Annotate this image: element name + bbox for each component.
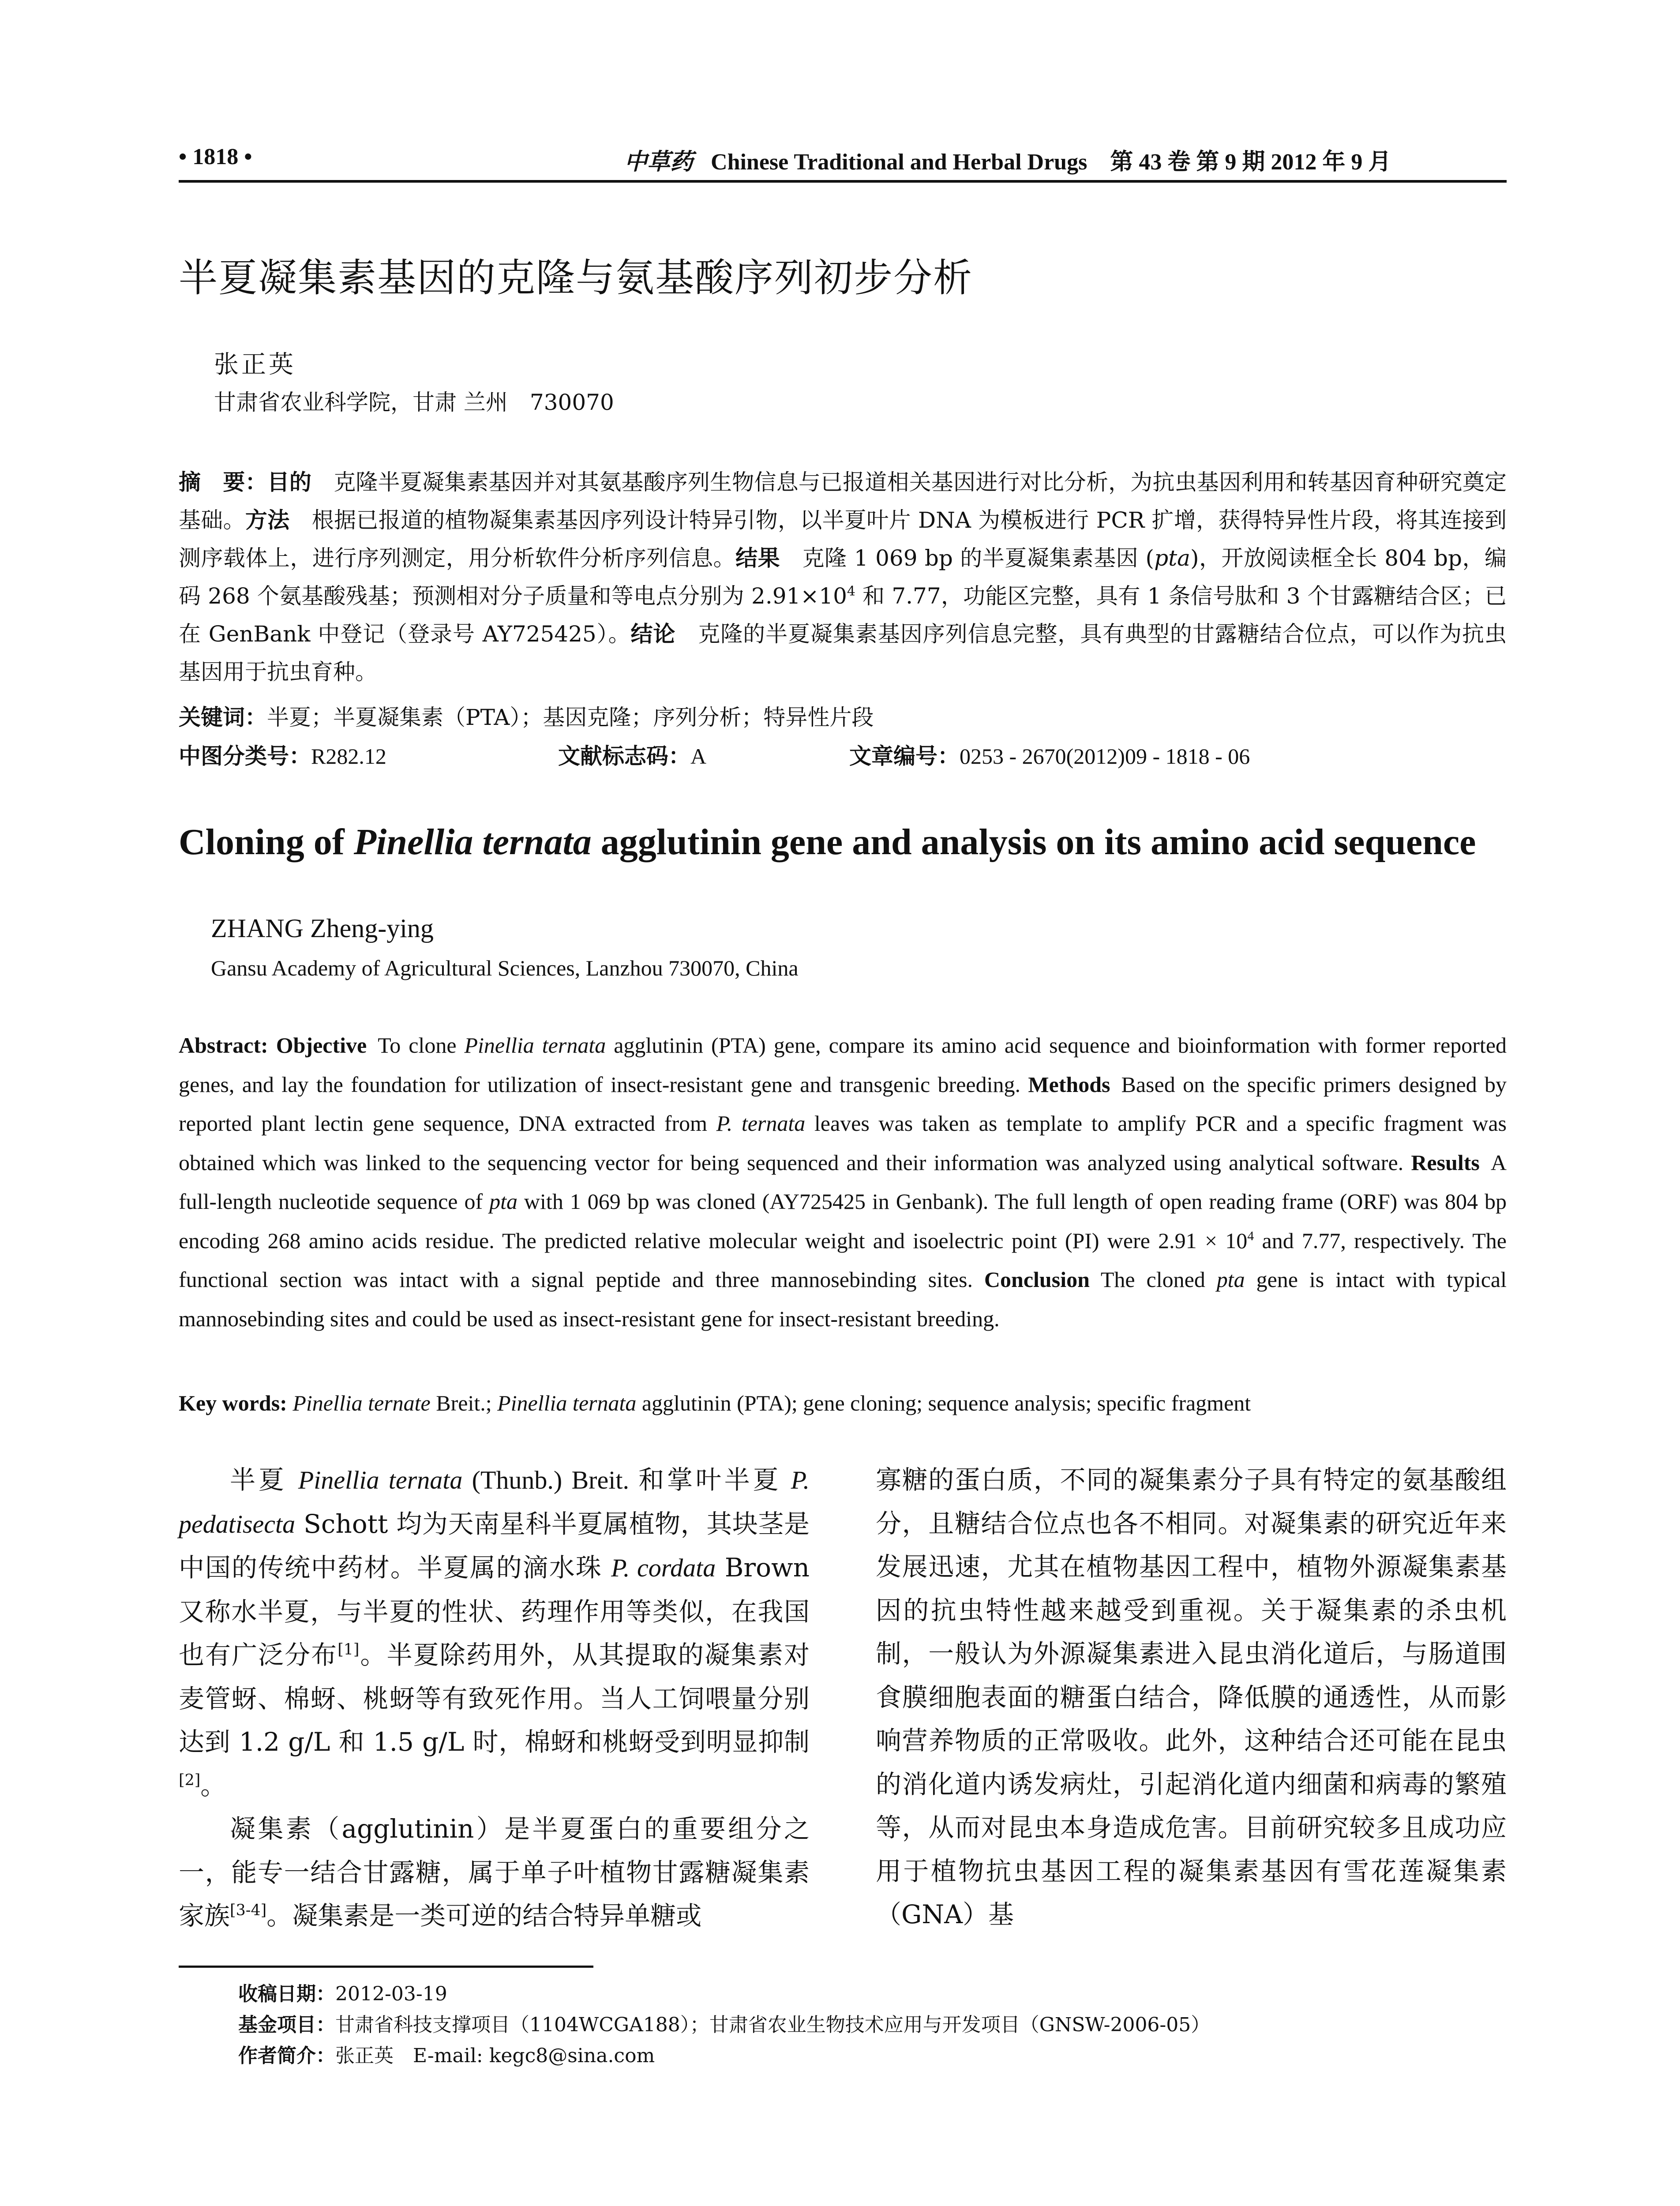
conclusion-label-en: Conclusion	[984, 1267, 1090, 1292]
results-text-cn-a: 克隆 1 069 bp 的半夏凝集素基因 (	[802, 545, 1155, 571]
p1-text-d: Brown 又称水半夏，与半夏的性状、药理作用等类似，在我国也有广泛分布	[179, 1553, 810, 1670]
body-paragraph-1	[179, 1458, 810, 1807]
keyword-text-2: agglutinin (PTA); gene cloning; sequence analysis; specific fragment	[636, 1391, 1251, 1415]
title-cn: 半夏凝集素基因的克隆与氨基酸序列初步分析	[179, 255, 973, 300]
bio-label: 作者简介：	[238, 2045, 335, 2067]
results-label-en: Results	[1411, 1150, 1480, 1175]
journal-name-en: Chinese Traditional and Herbal Drugs	[711, 150, 1088, 175]
conclusion-text-cn: 克隆的半夏凝集素基因序列信息完整，具有典型的甘露糖结合位点，可以作为抗虫基因用于抗虫育种。	[179, 621, 1507, 685]
article-value: 0253 - 2670(2012)09 - 1818 - 06	[960, 744, 1250, 769]
objective-text-cn: 克隆半夏凝集素基因并对其氨基酸序列生物信息与已报道相关基因进行对比分析，为抗虫基因利用和转基因育种研究奠定基础。	[179, 469, 1507, 533]
results-text-cn-c: 和 7.77，功能区完整，具有 1 条信号肽和 3 个甘露糖结合区；已在 GenBank 中登记（登录号 AY725425）。	[179, 583, 1507, 647]
body-paragraph-3: 寡糖的蛋白质，不同的凝集素分子具有特定的氨基酸组分，且糖结合位点也各不相同。对凝集素的研究近年来发展迅速，尤其在植物基因工程中，植物外源凝集素基因的抗虫特性越来越受到重视。关于凝集素的杀虫机制，一般认为外源凝集素进入昆虫消化道后，与肠道围食膜细胞表面的糖蛋白结合，降低膜的通透性，从而影响营养物质的正常吸收。此外，这种结合还可能在昆虫的消化道内诱发病灶，引起消化道内细菌和病毒的繁殖等，从而对昆虫本身造成危害。目前研究较多且成功应用于植物抗虫基因工程的凝集素基因有雪花莲凝集素（GNA）基	[876, 1465, 1507, 1929]
results-text-cn-b: )，开放阅读框全长 804 bp，编码 268 个氨基酸残基；预测相对分子质量和等电点分别为 2.91×10	[179, 545, 1507, 609]
doc-code	[558, 739, 706, 773]
article-number	[849, 739, 1250, 773]
objective-label-en: Objective	[276, 1033, 367, 1058]
clc-number	[179, 739, 386, 773]
body-paragraph-2	[179, 1807, 810, 1938]
abstract-en	[179, 1026, 1507, 1338]
results-gene-en: pta	[489, 1189, 518, 1214]
results-sup-en: 4	[1247, 1228, 1254, 1243]
conclusion-text-en-a: The cloned	[1100, 1267, 1217, 1292]
results-sup-cn: 4	[847, 584, 855, 599]
fund-label: 基金项目：	[238, 2014, 335, 2036]
keyword-species-1: Pinellia ternate	[292, 1391, 431, 1415]
methods-text-en-b: leaves was taken as template to amplify PCR and a specific fragment was obtained which was linked to the sequencing vector for being sequenced and their information was analyzed using analytical software.	[179, 1111, 1507, 1175]
p1-text-b: (Thunb.) Breit. 和掌叶半夏	[462, 1466, 791, 1494]
abstract-label-en: Abstract:	[179, 1033, 268, 1058]
p1-text-f: 。	[200, 1770, 226, 1801]
results-text-en-b: with 1 069 bp was cloned (AY725425 in Genbank). The full length of open reading frame (ORF) was 804 bp encoding 268 amino acids residue. The predicted relative molecular weight and isoelectric point (PI) were 2.91 × 10	[179, 1189, 1507, 1253]
conclusion-gene-en: pta	[1216, 1267, 1245, 1292]
footnote-rule	[179, 1966, 593, 1968]
journal-name-cn: 中草药	[624, 150, 694, 175]
p2-text-b: 。凝集素是一类可逆的结合特异单糖或	[266, 1901, 702, 1931]
results-text-en-c: and 7.77, respectively. The functional section was intact with a signal peptide and three mannosebinding sites.	[179, 1228, 1507, 1292]
p1-species-3: P. cordata	[611, 1553, 716, 1582]
article-label: 文章编号：	[849, 743, 960, 769]
gene-name-pta: pta	[1154, 545, 1190, 571]
p1-text-c: Schott 均为天南星科半夏属植物，其块茎是中国的传统中药材。半夏属的滴水珠	[179, 1508, 810, 1583]
keywords-en	[179, 1385, 1507, 1421]
received-date: 2012-03-19	[335, 1983, 447, 2005]
body-column-left	[179, 1458, 810, 1938]
results-text-en-a: A full-length nucleotide sequence of	[179, 1150, 1507, 1214]
objective-text-en-a: To clone	[378, 1033, 465, 1058]
keywords-label-en: Key words:	[179, 1391, 287, 1415]
keywords-cn	[179, 701, 1507, 734]
methods-species-en: P. ternata	[716, 1111, 806, 1136]
author-cn: 张正英	[214, 350, 296, 379]
issue-info: 第 43 卷 第 9 期 2012 年 9 月	[1110, 150, 1391, 175]
results-label-cn: 结果	[735, 545, 780, 571]
body-column-right	[876, 1458, 1507, 1936]
p1-text-a: 半夏	[230, 1465, 298, 1495]
page-number: • 1818 •	[179, 144, 252, 169]
affiliation-cn: 甘肃省农业科学院，甘肃 兰州 730070	[214, 390, 614, 415]
abstract-label-cn: 摘 要：	[179, 469, 267, 495]
p1-text-e: 。半夏除药用外，从其提取的凝集素对麦管蚜、棉蚜、桃蚜等有致死作用。当人工饲喂量分别达到 1.2 g/L 和 1.5 g/L 时，棉蚜和桃蚜受到明显抑制	[179, 1640, 810, 1757]
conclusion-text-en-b: gene is intact with typical mannosebinding sites and could be used as insect-resistant gene for insect-resistant breeding.	[179, 1267, 1507, 1331]
keywords-text-cn: 半夏；半夏凝集素（PTA）；基因克隆；序列分析；特异性片段	[267, 705, 874, 730]
footnote-fund	[238, 2010, 1509, 2041]
clc-value: R282.12	[311, 744, 386, 769]
doc-label: 文献标志码：	[558, 743, 690, 769]
bio-text: 张正英 E-mail: kegc8@sina.com	[335, 2045, 655, 2067]
fund-text: 甘肃省科技支撑项目（1104WCGA188）；甘肃省农业生物技术应用与开发项目（GNSW-2006-05）	[335, 2014, 1211, 2036]
methods-text-en-a: Based on the specific primers designed by reported plant lectin gene sequence, DNA extracted from	[179, 1072, 1507, 1136]
methods-text-cn: 根据已报道的植物凝集素基因序列设计特异引物，以半夏叶片 DNA 为模板进行 PCR 扩增，获得特异性片段，将其连接到测序载体上，进行序列测定，用分析软件分析序列信息。	[179, 507, 1507, 571]
citation-ref-2[interactable]: [2]	[179, 1771, 201, 1789]
running-header	[179, 140, 1507, 183]
methods-label-en: Methods	[1028, 1072, 1110, 1097]
p1-species-1: Pinellia ternata	[298, 1466, 463, 1494]
objective-label-cn: 目的	[267, 469, 312, 495]
author-en: ZHANG Zheng-ying	[211, 914, 434, 943]
title-en-species: Pinellia ternata	[353, 822, 592, 863]
objective-text-en-b: agglutinin (PTA) gene, compare its amino acid sequence and bioinformation with former reported genes, and lay the foundation for utilization of insect-resistant gene and transgenic breeding.	[179, 1033, 1507, 1097]
citation-ref-3-4[interactable]: [3-4]	[230, 1902, 267, 1920]
conclusion-label-cn: 结论	[630, 621, 676, 647]
objective-species-en: Pinellia ternata	[464, 1033, 606, 1058]
doc-value: A	[690, 744, 707, 769]
keywords-label-cn: 关键词：	[179, 705, 267, 730]
p1-species-2: P. pedatisecta	[179, 1466, 810, 1538]
title-en-part2: agglutinin gene and analysis on its amino acid sequence	[591, 822, 1476, 863]
abstract-cn	[179, 463, 1507, 691]
title-en-part1: Cloning of	[179, 822, 354, 863]
citation-ref-1[interactable]: [1]	[338, 1641, 360, 1659]
footnote-received	[238, 1979, 1509, 2010]
methods-label-cn: 方法	[245, 507, 290, 533]
clc-label: 中图分类号：	[179, 743, 311, 769]
keyword-species-2: Pinellia ternata	[497, 1391, 637, 1415]
keyword-text-1: Breit.;	[430, 1391, 498, 1415]
p2-text-a: 凝集素（agglutinin）是半夏蛋白的重要组分之一，能专一结合甘露糖，属于单子叶植物甘露糖凝集素家族	[179, 1814, 810, 1931]
title-en	[179, 821, 1476, 863]
journal-info	[624, 143, 1391, 176]
footnotes	[238, 1979, 1509, 2071]
affiliation-en: Gansu Academy of Agricultural Sciences, Lanzhou 730070, China	[211, 956, 799, 980]
footnote-author-bio	[238, 2041, 1509, 2071]
received-label: 收稿日期：	[238, 1983, 335, 2005]
